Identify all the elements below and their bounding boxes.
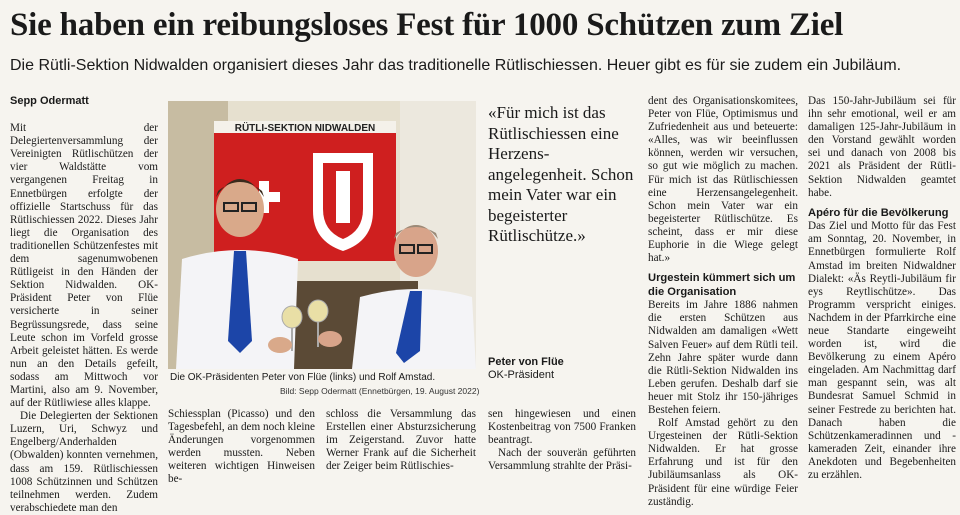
article-column-6 xyxy=(808,95,956,482)
paragraph: sen hingewiesen und einen Kostenbeitrag von 7500 Franken beantragt. xyxy=(488,408,636,447)
pull-quote-name: Peter von Flüe xyxy=(488,356,564,368)
paragraph: Bereits im Jahre 1886 nahmen die ersten Schützen aus Nidwalden am damaligen «Wett Salven Feuer» auf dem Rütli teil. Zehn Jahre später wurde dann die Rütli-Sektion Nidwalden ins Leben gerufen. Deshalb darf sie heuer mit Stolz ihr 150-jähriges Bestehen feiern. xyxy=(648,299,798,416)
pull-quote-role: OK-Präsident xyxy=(488,369,555,381)
section-heading: Urgestein kümmert sich um die Organisation xyxy=(648,272,796,298)
wine-glass xyxy=(282,306,302,328)
subheadline: Die Rütli-Sektion Nidwalden organisiert dieses Jahr das traditionelle Rütlischiessen. Heuer gibt es für sie zudem ein Jubiläum. xyxy=(10,57,902,74)
article-column-3 xyxy=(326,408,476,473)
paragraph: Nach der souverän geführten Versammlung strahlte der Präsi- xyxy=(488,447,636,473)
paragraph: dent des Organisationskomitees, Peter von Flüe, Optimismus und Zufriedenheit aus und beteuerte: «Alles, was wir beeinflussen können, werden wir versuchen, so gut wie möglich zu machen. Für mich ist das Rütlischiessen eine Herzensangelegenheit. Schon mein Vater war ein begeisterter Rütlischütze. Es scheint, dass er mir diese Euphorie in die Wiege gelegt hat.» xyxy=(648,95,798,265)
article-column-1 xyxy=(10,95,158,515)
paragraph: Das 150-Jahr-Jubiläum sei für ihn sehr emotional, weil er am damaligen 125-Jahr-Jubiläum in den Vorstand gewählt worden sei und danach von 2008 bis 2021 als Präsident der Rütli-Sektion Nidwalden geamtet habe. xyxy=(808,95,956,199)
banner-text: RÜTLI-SEKTION NIDWALDEN xyxy=(234,123,376,134)
pull-quote: «Für mich ist das Rütlischiessen eine Herzensangelegenheit. Schon mein Vater war ein begeisterter Rütlischütze.» xyxy=(488,103,634,245)
article-column-2 xyxy=(168,408,315,487)
article-photo xyxy=(168,101,476,369)
photo-caption: Die OK-Präsidenten Peter von Flüe (links) und Rolf Amstad. xyxy=(170,372,436,383)
paragraph: Die Delegierten der Sektionen Luzern, Uri, Schwyz und Engelberg/Anderhalden (Obwalden) konnten vernehmen, dass am 159. Rütlischiessen 1008 Schützinnen und Schützen teilnehmen werden. Zudem verabschiedete man den xyxy=(10,410,158,514)
photo-illustration xyxy=(168,101,476,369)
article-column-5 xyxy=(648,95,798,509)
paragraph: schloss die Versammlung das Erstellen einer Absturzsicherung im Zeigerstand. Zuvor hatte Werner Frank auf die Sicherheit der Zeiger beim Rütlischies- xyxy=(326,408,476,473)
paragraph: Rolf Amstad gehört zu den Urgesteinen der Rütli-Sektion Nidwalden. Er hat grosse Erfahrung und ist für den Jubiläumsanlass als OK-Präsident für eine würdige Feier zuständig. xyxy=(648,417,798,508)
pull-quote-attribution xyxy=(488,356,638,382)
paragraph: Das Ziel und Motto für das Fest am Sonntag, 20. November, in Ennetbürgen formulierte Rolf Amstad im breiten Nidwaldner Dialekt: «Äs Reytli-Jubiläum fir eys Reytlischütze». Das Programm verspricht einiges. Nachdem in der Pfarrkirche eine neue Standarte eingeweiht worden ist, wird die Bevölkerung zu einem Apéro eingeladen. Am Nachmittag darf man gespannt sein, was alt Bundesrat Samuel Schmid in seiner Festrede zu berichten hat. Danach haben die Schützenkameradinnen und -kameraden Zeit, einander ihre Anekdoten und Begebenheiten zu erzählen. xyxy=(808,220,956,482)
article-column-4 xyxy=(488,408,636,473)
author-byline: Sepp Odermatt xyxy=(10,95,89,107)
section-heading: Apéro für die Bevölkerung xyxy=(808,206,949,219)
paragraph: Schiessplan (Picasso) und den Tagesbefehl, an dem noch kleine Änderungen vorgenommen werden mussten. Neben weiteren wichtigen Hinweisen be- xyxy=(168,408,315,486)
paragraph: Mit der Delegiertenversammlung der Vereinigten Rütlischützen der vier Waldstätte vom vergangenen Freitag in Ennetbürgen erfolgte der offizielle Startschuss für das Rütlischiessen 2022. Dieses Jahr liegt die Organisation des traditionellen Schützenfestes mit dem sagenumwobenen Rütligeist in den Händen der Sektion Nidwalden. OK-Präsident Peter von Flüe versicherte in seiner Begrüssungsrede, dass seine Leute schon im Vorfeld grosse Arbeit geleistet hätten. Es werde nun an den Details gefeilt, sodass am Mittwoch vor Martini, also am 9. November, auf der Rütliwiese alles klappe. xyxy=(10,122,158,410)
wine-glass xyxy=(308,300,328,322)
headline: Sie haben ein reibungsloses Fest für 1000 Schützen zum Ziel xyxy=(10,7,844,43)
photo-credit: Bild: Sepp Odermatt (Ennetbürgen, 19. August 2022) xyxy=(280,386,480,396)
